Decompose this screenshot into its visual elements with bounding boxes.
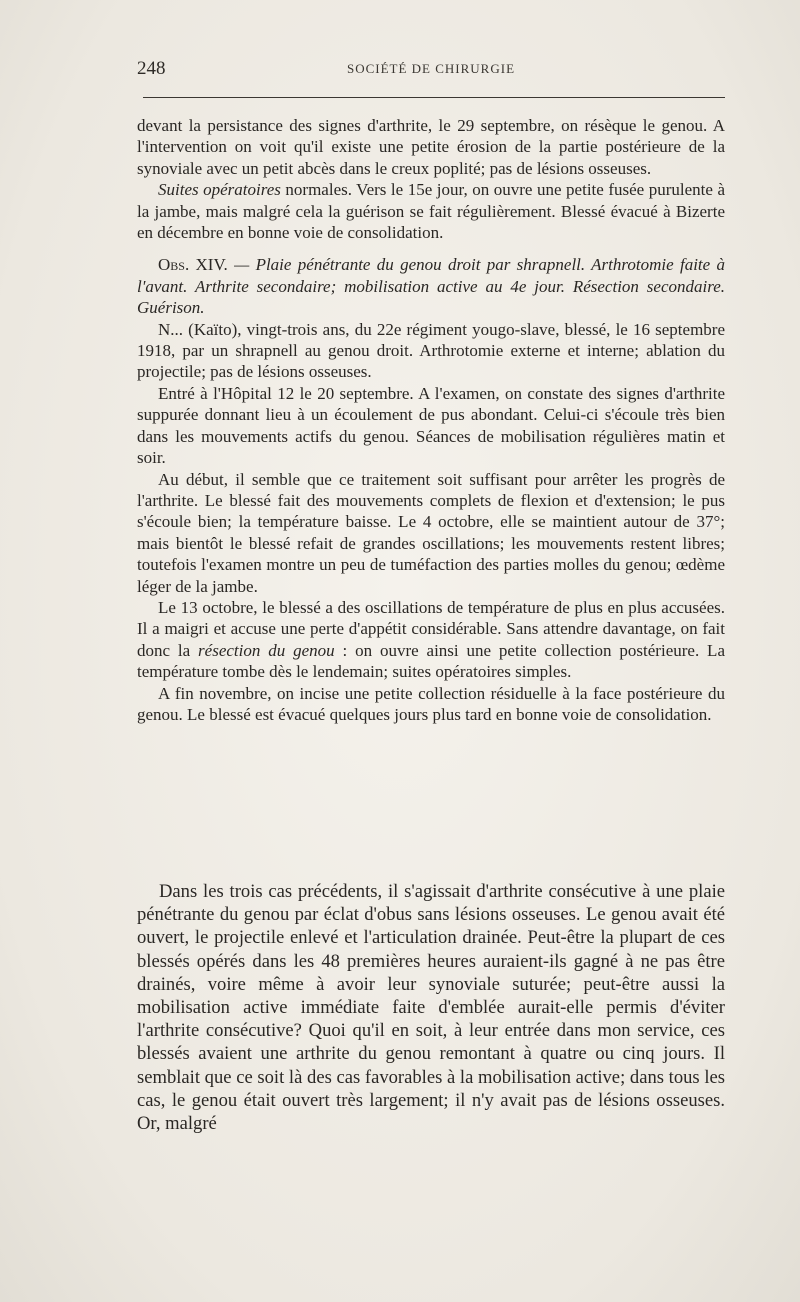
page-number: 248 [137, 58, 166, 79]
page-header [137, 58, 725, 84]
observation-label: Obs. XIV. [158, 255, 228, 275]
italic-phrase: Suites opératoires [158, 180, 281, 200]
italic-phrase: résection du genou [198, 640, 335, 660]
paragraph-text: Le 13 octobre, le blessé a des oscillations de température de plus en plus accusées. Il a maigri et accuse une perte d'appétit considérable. Sans attendre davantage, on fait donc la [137, 597, 725, 660]
paragraph-text: : on ouvre ainsi une petite collection postérieure. La température tombe dès le lendemain; suites opératoires simples. [137, 640, 725, 682]
paragraph: Au début, il semble que ce traitement soit suffisant pour arrêter les progrès de l'arthrite. Le blessé fait des mouvements complets de flexion et d'extension; le pus s'écoule bien; la température baisse. Le 4 octobre, elle se maintient autour de 37°; mais bientôt le blessé refait de grandes oscillations; les mouvements restent libres; toutefois l'examen montre un peu de tuméfaction des parties molles du genou; œdème léger de la jambe. [137, 469, 725, 596]
observation-title-text: — Plaie pénétrante du genou droit par shrapnell. Arthrotomie faite à l'avant. Arthrite secondaire; mobilisation active au 4e jour. Résection secondaire. Guérison. [137, 255, 726, 318]
observation-text [137, 115, 725, 725]
discussion-text [137, 880, 725, 1135]
paragraph [137, 179, 725, 243]
paragraph [137, 597, 725, 683]
paragraph: Entré à l'Hôpital 12 le 20 septembre. A l'examen, on constate des signes d'arthrite suppurée donnant lieu à un écoulement de pus abondant. Celui-ci s'écoule très bien dans les mouvements actifs du genou. Séances de mobilisation régulières matin et soir. [137, 383, 725, 468]
paragraph: Dans les trois cas précédents, il s'agissait d'arthrite consécutive à une plaie pénétrante du genou par éclat d'obus sans lésions osseuses. Le genou avait été ouvert, le projectile enlevé et l'articulation drainée. Peut-être la plupart de ces blessés opérés dans les 48 premières heures auraient-ils gagné à ne pas être drainés, voire même à avoir leur synoviale suturée; peut-être aussi la mobilisation active immédiate faite d'emblée aurait-elle permis d'éviter l'arthrite consécutive? Quoi qu'il en soit, à leur entrée dans mon service, ces blessés avaient une arthrite du genou remontant à quatre ou cinq jours. Il semblait que ce soit là des cas favorables à la mobilisation active; dans tous les cas, le genou était ouvert très largement; il n'y avait pas de lésions osseuses. Or, malgré [137, 881, 725, 1135]
paragraph-text: normales. Vers le 15e jour, on ouvre une petite fusée purulente à la jambe, mais malgré cela la guérison se fait régulièrement. Blessé évacué à Bizerte en décembre en bonne voie de consolidation. [137, 180, 725, 243]
paragraph: A fin novembre, on incise une petite collection résiduelle à la face postérieure du genou. Le blessé est évacué quelques jours plus tard en bonne voie de consolidation. [137, 683, 725, 724]
observation-title [137, 254, 725, 318]
paragraph: N... (Kaïto), vingt-trois ans, du 22e régiment yougo-slave, blessé, le 16 septembre 1918, par un shrapnell au genou droit. Arthrotomie externe et interne; ablation du projectile; pas de lésions osseuses. [137, 319, 725, 382]
paragraph: devant la persistance des signes d'arthrite, le 29 septembre, on résèque le genou. A l'intervention on voit qu'il existe une petite érosion de la partie postérieure de la synoviale avec un petit abcès dans le creux poplité; pas de lésions osseuses. [137, 116, 725, 178]
header-rule [143, 97, 725, 98]
running-head: SOCIÉTÉ DE CHIRURGIE [346, 61, 516, 76]
